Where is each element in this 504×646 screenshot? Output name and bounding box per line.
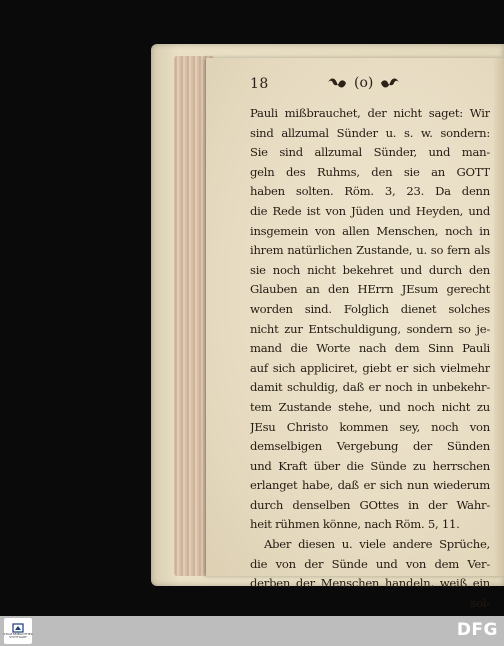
- text-line: auf sich appliciret, giebt er sich vielmehr: [250, 360, 490, 375]
- text-line: heit rühmen könne, nach Röm. 5, 11.: [250, 517, 460, 532]
- text-line: Glauben an den HErrn JEsum gerecht: [250, 282, 490, 297]
- text-line: worden sind. Folglich dienet solches: [250, 301, 490, 316]
- text-line: derben der Menschen handeln, weiß ein: [250, 576, 490, 591]
- text-line: haben solten. Röm. 3, 23. Da denn: [250, 184, 490, 199]
- page-number: 18: [250, 76, 269, 92]
- text-line: nicht zur Entschuldigung, sondern so je-: [250, 321, 490, 336]
- text-line: ihrem natürlichen Zustande, u. so fern als: [250, 243, 490, 258]
- dfg-logo[interactable]: DFG: [456, 620, 498, 640]
- page-edge-right: [494, 58, 504, 576]
- text-line: und Kraft über die Sünde zu herrschen: [250, 458, 490, 473]
- page-body-text: [250, 104, 490, 613]
- text-line: geln des Ruhms, den sie an GOTT: [250, 164, 490, 179]
- text-line: Sie sind allzumal Sünder, und man-: [250, 145, 490, 160]
- text-line: durch denselben GOttes in der Wahr-: [250, 497, 490, 512]
- text-line: damit schuldig, daß er noch in unbekehr-: [250, 380, 490, 395]
- library-logo[interactable]: [4, 618, 32, 644]
- text-line: mand die Worte nach dem Sinn Pauli: [250, 341, 490, 356]
- text-line: erlanget habe, daß er sich nun wiederum: [250, 478, 490, 493]
- viewer-footer-bar: [0, 616, 504, 646]
- fleuron-left-icon: [326, 76, 348, 90]
- text-line: sie noch nicht bekehret und durch den: [250, 262, 490, 277]
- text-line: die Rede ist von Jüden und Heyden, und: [250, 203, 490, 218]
- text-line: die von der Sünde und von dem Ver-: [250, 556, 490, 571]
- fleuron-right-icon: [379, 76, 401, 90]
- library-logo-text: STAATSBIBLIOTHEK STUTTGART: [3, 631, 33, 639]
- text-line: Aber diesen u. viele andere Sprüche,: [264, 537, 490, 552]
- text-line: demselbigen Vergebung der Sünden: [250, 439, 490, 454]
- text-line: insgemein von allen Menschen, noch in: [250, 223, 490, 238]
- text-line: Pauli mißbrauchet, der nicht saget: Wir: [250, 106, 490, 120]
- text-line: tem Zustande stehe, und noch nicht zu: [250, 399, 490, 414]
- catchword: sol-: [470, 595, 490, 610]
- header-ornament: [326, 74, 401, 92]
- text-line: JEsu Christo kommen sey, noch von: [250, 419, 490, 434]
- text-line: sind allzumal Sünder u. s. w. sondern:: [250, 125, 490, 140]
- header-center-mark: (o): [354, 75, 374, 91]
